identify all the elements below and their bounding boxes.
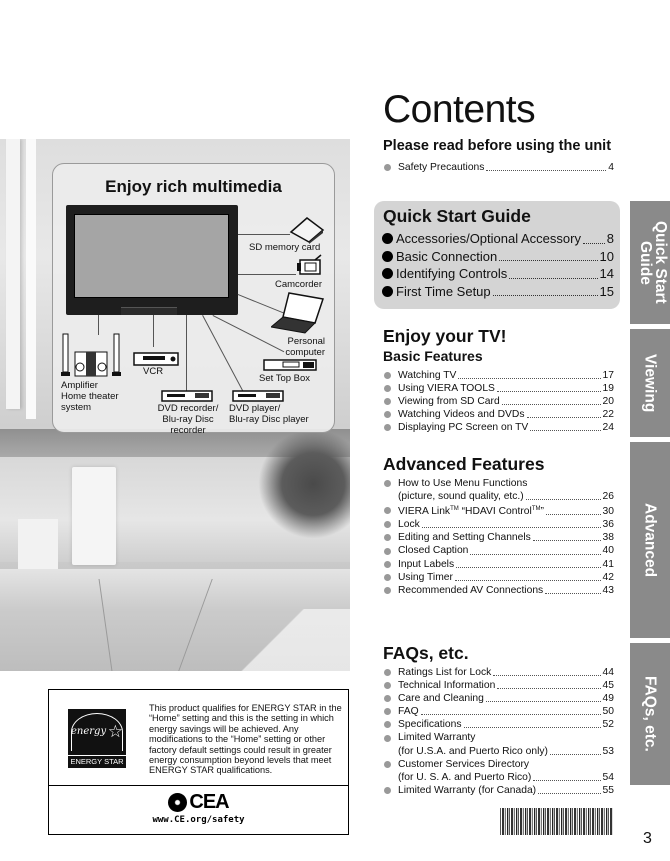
trademark-mark: TM	[450, 506, 459, 513]
toc-item-page: 14	[599, 266, 614, 282]
energy-star-band: ENERGY STAR	[68, 755, 126, 768]
section-title-enjoy: Enjoy your TV!	[383, 326, 507, 346]
leader-dots	[493, 675, 600, 676]
toc-basic-features	[383, 369, 614, 434]
vcr-label: VCR	[143, 366, 164, 377]
toc-item-label: Limited Warranty	[398, 732, 476, 744]
toc-item-label-part: ”	[540, 506, 544, 518]
energy-star-script: energy	[71, 726, 107, 737]
toc-item[interactable]	[382, 283, 614, 301]
toc-item[interactable]	[383, 503, 614, 518]
toc-item-page: 49	[602, 693, 614, 705]
leader-dots	[486, 170, 606, 171]
toc-item-page: 40	[602, 545, 614, 557]
toc-item-label: Basic Connection	[396, 248, 498, 264]
pc-label-line: computer	[285, 347, 325, 358]
toc-faqs	[383, 666, 614, 797]
leader-dots	[497, 688, 600, 689]
leader-dots	[458, 378, 600, 379]
bullet-icon	[384, 385, 391, 392]
toc-item-label: Using VIERA TOOLS	[398, 383, 495, 395]
toc-item[interactable]	[383, 161, 614, 174]
bullet-icon	[384, 372, 391, 379]
photo-plant	[258, 429, 350, 539]
cea-mark: CEA	[189, 791, 229, 813]
leader-dots	[583, 243, 605, 244]
toc-item-page: 20	[602, 396, 614, 408]
section-subtitle-basic-features: Basic Features	[383, 348, 483, 364]
toc-please-read	[383, 161, 614, 174]
leader-dots	[464, 727, 601, 728]
bullet-icon	[384, 735, 391, 742]
toc-item-label: How to Use Menu Functions	[398, 478, 528, 489]
toc-item-page: 53	[602, 745, 614, 757]
bullet-icon	[384, 708, 391, 715]
pc-label-line: Personal	[287, 336, 325, 347]
toc-item-label: Editing and Setting Channels	[398, 532, 531, 544]
leader-dots	[422, 527, 601, 528]
toc-item-page: 42	[602, 571, 614, 583]
toc-item[interactable]	[383, 395, 614, 408]
photo-chair	[72, 467, 116, 565]
leader-dots	[526, 499, 601, 500]
dvd-player-label-line: DVD player/	[229, 403, 281, 414]
tab-advanced[interactable]	[630, 442, 670, 638]
amplifier-label-line: system	[61, 402, 92, 413]
toc-item[interactable]	[383, 544, 614, 557]
toc-item-label: Recommended AV Connections	[398, 584, 544, 596]
toc-item[interactable]	[383, 679, 614, 692]
photo-sunlight	[230, 609, 350, 671]
bullet-icon	[384, 721, 391, 728]
toc-item-continuation[interactable]	[383, 745, 614, 758]
toc-item[interactable]	[383, 477, 614, 490]
energy-box-divider	[49, 785, 348, 786]
toc-item[interactable]	[382, 248, 614, 266]
cea-burst-icon	[168, 793, 187, 812]
toc-item-page: 17	[602, 370, 614, 381]
toc-item[interactable]	[383, 584, 614, 597]
bullet-icon	[384, 787, 391, 794]
tab-faqs[interactable]	[630, 643, 670, 785]
leader-dots	[527, 417, 601, 418]
toc-item-label: (for U. S. A. and Puerto Rico)	[398, 771, 532, 783]
toc-item-page: 10	[599, 248, 614, 264]
toc-item-page: 26	[602, 491, 614, 503]
cea-url: www.CE.org/safety	[152, 815, 245, 825]
cea-logo	[49, 791, 348, 825]
star-icon: ☆	[107, 722, 123, 741]
tv-base	[121, 307, 177, 315]
leader-dots	[493, 295, 598, 296]
toc-item-page: 50	[602, 706, 614, 718]
toc-item[interactable]	[383, 571, 614, 584]
leader-dots	[455, 580, 601, 581]
toc-item[interactable]	[383, 369, 614, 382]
dvd-recorder-label	[155, 403, 221, 436]
leader-dots	[509, 278, 597, 279]
leader-dots	[538, 793, 600, 794]
toc-item[interactable]	[383, 758, 614, 771]
photo-table	[18, 519, 58, 569]
toc-item[interactable]	[383, 382, 614, 395]
toc-item[interactable]	[383, 518, 614, 531]
dvd-recorder-label-line: DVD recorder/	[157, 403, 219, 414]
connection-line	[202, 315, 247, 398]
toc-item-label: Displaying PC Screen on TV	[398, 422, 529, 434]
pc-label	[285, 336, 325, 358]
bullet-icon	[384, 561, 391, 568]
barcode	[500, 808, 613, 835]
dvd-recorder-icon	[161, 389, 213, 403]
toc-item-label: Ratings List for Lock	[398, 667, 492, 678]
multimedia-title: Enjoy rich multimedia	[105, 177, 282, 196]
toc-item-label: Using Timer	[398, 571, 453, 583]
section-title-faqs: FAQs, etc.	[383, 643, 469, 663]
toc-item-label: Input Labels	[398, 558, 455, 570]
toc-item[interactable]	[383, 558, 614, 571]
multimedia-panel	[52, 163, 335, 436]
toc-item-page: 4	[608, 162, 614, 173]
bullet-icon	[382, 286, 393, 297]
toc-item-page: 52	[602, 719, 614, 731]
vcr-icon	[133, 351, 179, 367]
bullet-icon	[384, 669, 391, 676]
toc-item-label: Limited Warranty (for Canada)	[398, 784, 537, 796]
toc-item-label: (for U.S.A. and Puerto Rico only)	[398, 745, 548, 757]
amplifier-icon	[61, 332, 121, 380]
toc-item-page: 54	[602, 771, 614, 783]
toc-item-label: Technical Information	[398, 680, 496, 692]
toc-item[interactable]	[383, 692, 614, 705]
section-title-please-read: Please read before using the unit	[383, 138, 612, 154]
photo-pillar	[6, 139, 20, 409]
leader-dots	[533, 540, 601, 541]
dvd-player-label-line: Blu-ray Disc player	[229, 414, 309, 425]
dvd-recorder-label-line: recorder	[170, 425, 206, 436]
toc-item-label: Care and Cleaning	[398, 693, 484, 705]
tab-label: Advanced	[641, 502, 659, 578]
toc-item[interactable]	[383, 421, 614, 434]
section-title-advanced: Advanced Features	[383, 454, 545, 474]
bullet-icon	[384, 548, 391, 555]
energy-star-box	[48, 689, 349, 835]
toc-item-page: 43	[602, 584, 614, 596]
connection-line	[238, 234, 290, 235]
toc-item-page: 44	[602, 667, 614, 678]
bullet-icon	[384, 164, 391, 171]
toc-item-page: 22	[602, 409, 614, 421]
leader-dots	[546, 514, 601, 515]
bullet-icon	[384, 534, 391, 541]
bullet-icon	[384, 761, 391, 768]
trademark-mark: TM	[531, 506, 541, 513]
toc-item-page: 8	[606, 231, 614, 246]
toc-item-label: Accessories/Optional Accessory	[396, 231, 581, 246]
toc-item[interactable]	[383, 408, 614, 421]
dvd-recorder-label-line: Blu-ray Disc	[162, 414, 214, 425]
toc-item-continuation[interactable]	[383, 490, 614, 503]
dvd-player-label	[229, 403, 309, 425]
leader-dots	[470, 554, 600, 555]
toc-item[interactable]	[383, 705, 614, 718]
camcorder-label: Camcorder	[275, 279, 322, 290]
leader-dots	[421, 714, 601, 715]
toc-item-page: 45	[602, 680, 614, 692]
page-number: 3	[643, 830, 652, 847]
energy-star-text: This product qualifies for ENERGY STAR in the “Home” setting and this is the setting in which energy savings will be achieved. Any modifications to the “Home” setting or other factory default settings could result in greater energy consumption beyond levels that meet ENERGY STAR qualifications.	[149, 703, 342, 776]
toc-item-page: 36	[602, 519, 614, 531]
bullet-icon	[384, 695, 391, 702]
toc-item-page: 15	[599, 283, 614, 299]
leader-dots	[486, 701, 601, 702]
photo-pillar	[26, 139, 36, 419]
bullet-icon	[382, 251, 393, 262]
tab-quick-start-guide[interactable]	[630, 201, 670, 324]
toc-item-label: Watching TV	[398, 370, 457, 381]
toc-item-page: 30	[602, 506, 614, 518]
toc-item-label: Identifying Controls	[396, 266, 508, 282]
amplifier-label	[61, 380, 119, 413]
dvd-player-icon	[232, 389, 284, 403]
toc-item-label-part: VIERA Link	[398, 506, 451, 518]
toc-item-page: 41	[602, 558, 614, 570]
toc-item[interactable]	[383, 784, 614, 797]
toc-item-label: Safety Precautions	[398, 162, 485, 173]
tab-label: FAQs, etc.	[641, 676, 659, 752]
tab-label: Viewing	[641, 353, 659, 413]
sd-card-label: SD memory card	[249, 242, 321, 253]
toc-item-label	[398, 503, 544, 518]
bullet-icon	[382, 233, 393, 244]
set-top-box-icon	[263, 357, 317, 371]
bullet-icon	[384, 682, 391, 689]
connection-line	[153, 315, 154, 347]
bullet-icon	[384, 424, 391, 431]
toc-item[interactable]	[383, 731, 614, 744]
bullet-icon	[384, 574, 391, 581]
sd-card-icon	[289, 216, 325, 244]
bullet-icon	[384, 480, 391, 487]
leader-dots	[499, 260, 597, 261]
toc-item-label: First Time Setup	[396, 283, 491, 299]
toc-item-label: Lock	[398, 519, 420, 531]
toc-item-page: 38	[602, 532, 614, 544]
toc-item-page: 24	[602, 422, 614, 434]
toc-item-label: Watching Videos and DVDs	[398, 409, 525, 421]
toc-item-label: FAQ	[398, 706, 419, 718]
toc-item[interactable]	[383, 718, 614, 731]
tab-label: Quick Start Guide	[637, 221, 669, 304]
toc-item-label-part: “HDAVI Control	[458, 506, 532, 518]
leader-dots	[530, 430, 600, 431]
leader-dots	[533, 780, 600, 781]
tv-screen	[74, 214, 229, 298]
connection-line	[186, 315, 187, 397]
bullet-icon	[384, 411, 391, 418]
toc-item-page: 55	[602, 784, 614, 796]
connection-line	[238, 274, 296, 275]
page-title: Contents	[383, 88, 536, 131]
toc-item-label: Customer Services Directory	[398, 758, 530, 770]
leader-dots	[550, 754, 601, 755]
tv-icon	[66, 205, 238, 315]
toc-item-label: Closed Caption	[398, 545, 469, 557]
tab-viewing[interactable]	[630, 329, 670, 437]
energy-star-logo	[68, 709, 126, 768]
leader-dots	[502, 404, 601, 405]
toc-item-page: 19	[602, 383, 614, 395]
toc-item-label: Specifications	[398, 719, 462, 731]
bullet-icon	[384, 521, 391, 528]
amplifier-label-line: Home theater	[61, 391, 119, 402]
set-top-box-label: Set Top Box	[259, 373, 311, 384]
camcorder-icon	[297, 254, 323, 276]
toc-item-label: (picture, sound quality, etc.)	[398, 491, 524, 503]
toc-item-label: Viewing from SD Card	[398, 396, 500, 408]
bullet-icon	[382, 268, 393, 279]
bullet-icon	[384, 587, 391, 594]
toc-item-continuation[interactable]	[383, 771, 614, 784]
bullet-icon	[384, 398, 391, 405]
amplifier-label-line: Amplifier	[61, 380, 98, 391]
toc-item[interactable]	[383, 666, 614, 679]
toc-quick-start	[382, 230, 614, 300]
toc-advanced	[383, 477, 614, 597]
section-title-quick-start: Quick Start Guide	[383, 206, 531, 226]
leader-dots	[497, 391, 601, 392]
leader-dots	[456, 567, 600, 568]
leader-dots	[545, 593, 600, 594]
bullet-icon	[384, 507, 391, 514]
toc-item[interactable]	[382, 265, 614, 283]
laptop-icon	[271, 291, 325, 335]
toc-item[interactable]	[383, 531, 614, 544]
toc-item[interactable]	[382, 230, 614, 248]
